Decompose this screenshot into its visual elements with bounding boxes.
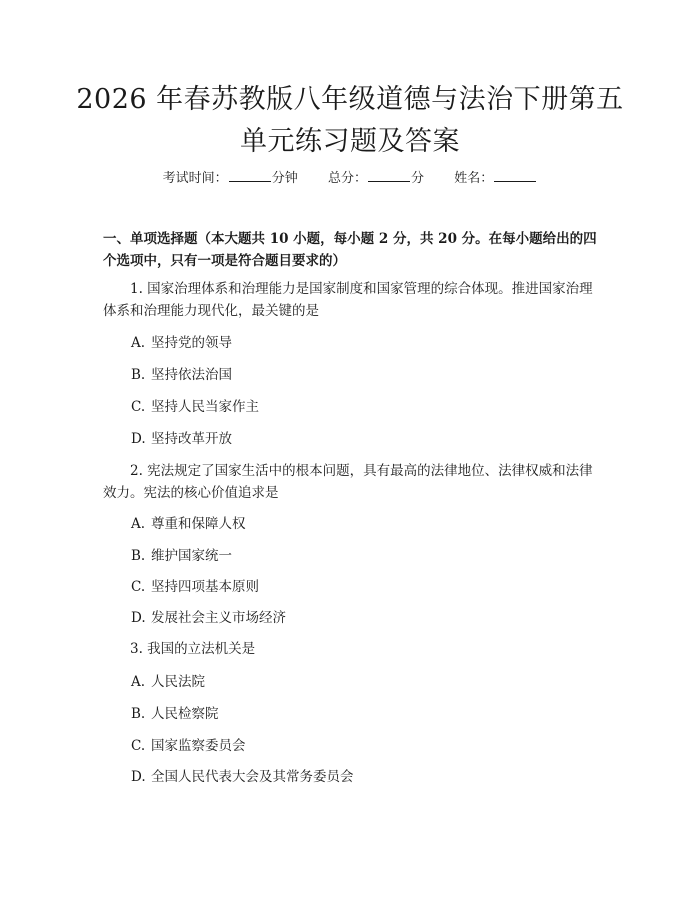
question-2-option-b[interactable] xyxy=(131,546,232,566)
page-title-line-1: 2026 年春苏教版八年级道德与法治下册第五 xyxy=(76,84,624,115)
question-1-option-b[interactable] xyxy=(131,365,232,385)
time-unit: 分钟 xyxy=(271,171,298,186)
question-1-option-d[interactable] xyxy=(131,429,232,449)
option-text: 国家监察委员会 xyxy=(151,738,246,754)
option-text: 发展社会主义市场经济 xyxy=(151,610,286,626)
question-3-stem: 3. 我国的立法机关是 xyxy=(130,641,256,657)
option-text: 人民检察院 xyxy=(151,706,219,722)
name-label: 姓名： xyxy=(454,171,494,186)
question-3-option-a[interactable] xyxy=(131,672,205,692)
option-letter: C. xyxy=(131,738,146,754)
score-label: 总分： xyxy=(327,171,367,186)
question-2-option-a[interactable] xyxy=(131,514,246,534)
exam-meta-line xyxy=(0,167,700,189)
option-text: 人民法院 xyxy=(151,674,205,690)
option-letter: B. xyxy=(131,706,146,722)
option-letter: B. xyxy=(131,367,146,383)
option-text: 尊重和保障人权 xyxy=(151,516,246,532)
option-letter: A. xyxy=(131,335,146,351)
score-blank[interactable] xyxy=(368,167,410,182)
section-heading: 一、单项选择题（本大题共 10 小题，每小题 2 分，共 20 分。在每小题给出的四个选项中，只有一项是符合题目要求的） xyxy=(103,231,597,269)
option-letter: D. xyxy=(131,610,146,626)
name-blank[interactable] xyxy=(494,167,536,182)
option-text: 坚持四项基本原则 xyxy=(151,579,259,595)
option-text: 维护国家统一 xyxy=(151,548,232,564)
option-text: 坚持改革开放 xyxy=(151,431,232,447)
question-3-option-d[interactable] xyxy=(131,767,354,787)
question-3-option-c[interactable] xyxy=(131,736,246,756)
question-2-stem: 2. 宪法规定了国家生活中的根本问题，具有最高的法律地位、法律权威和法律效力。宪法的核心价值追求是 xyxy=(103,463,593,501)
option-letter: A. xyxy=(131,674,146,690)
option-text: 坚持党的领导 xyxy=(151,335,232,351)
score-unit: 分 xyxy=(411,171,425,186)
question-1-option-a[interactable] xyxy=(131,333,232,353)
option-text: 坚持依法治国 xyxy=(151,367,232,383)
time-blank[interactable] xyxy=(229,167,271,182)
question-2-option-c[interactable] xyxy=(131,577,259,597)
option-text: 全国人民代表大会及其常务委员会 xyxy=(151,769,354,785)
question-1-option-c[interactable] xyxy=(131,397,259,417)
option-letter: D. xyxy=(131,769,146,785)
option-letter: C. xyxy=(131,579,146,595)
question-2-option-d[interactable] xyxy=(131,608,286,628)
page-title-line-2: 单元练习题及答案 xyxy=(240,126,460,157)
option-letter: D. xyxy=(131,431,146,447)
option-letter: B. xyxy=(131,548,146,564)
question-3-option-b[interactable] xyxy=(131,704,219,724)
option-letter: C. xyxy=(131,399,146,415)
option-text: 坚持人民当家作主 xyxy=(151,399,259,415)
option-letter: A. xyxy=(131,516,146,532)
question-1-stem: 1. 国家治理体系和治理能力是国家制度和国家管理的综合体现。推进国家治理体系和治理能力现代化，最关键的是 xyxy=(103,281,593,319)
time-label: 考试时间： xyxy=(162,171,228,186)
